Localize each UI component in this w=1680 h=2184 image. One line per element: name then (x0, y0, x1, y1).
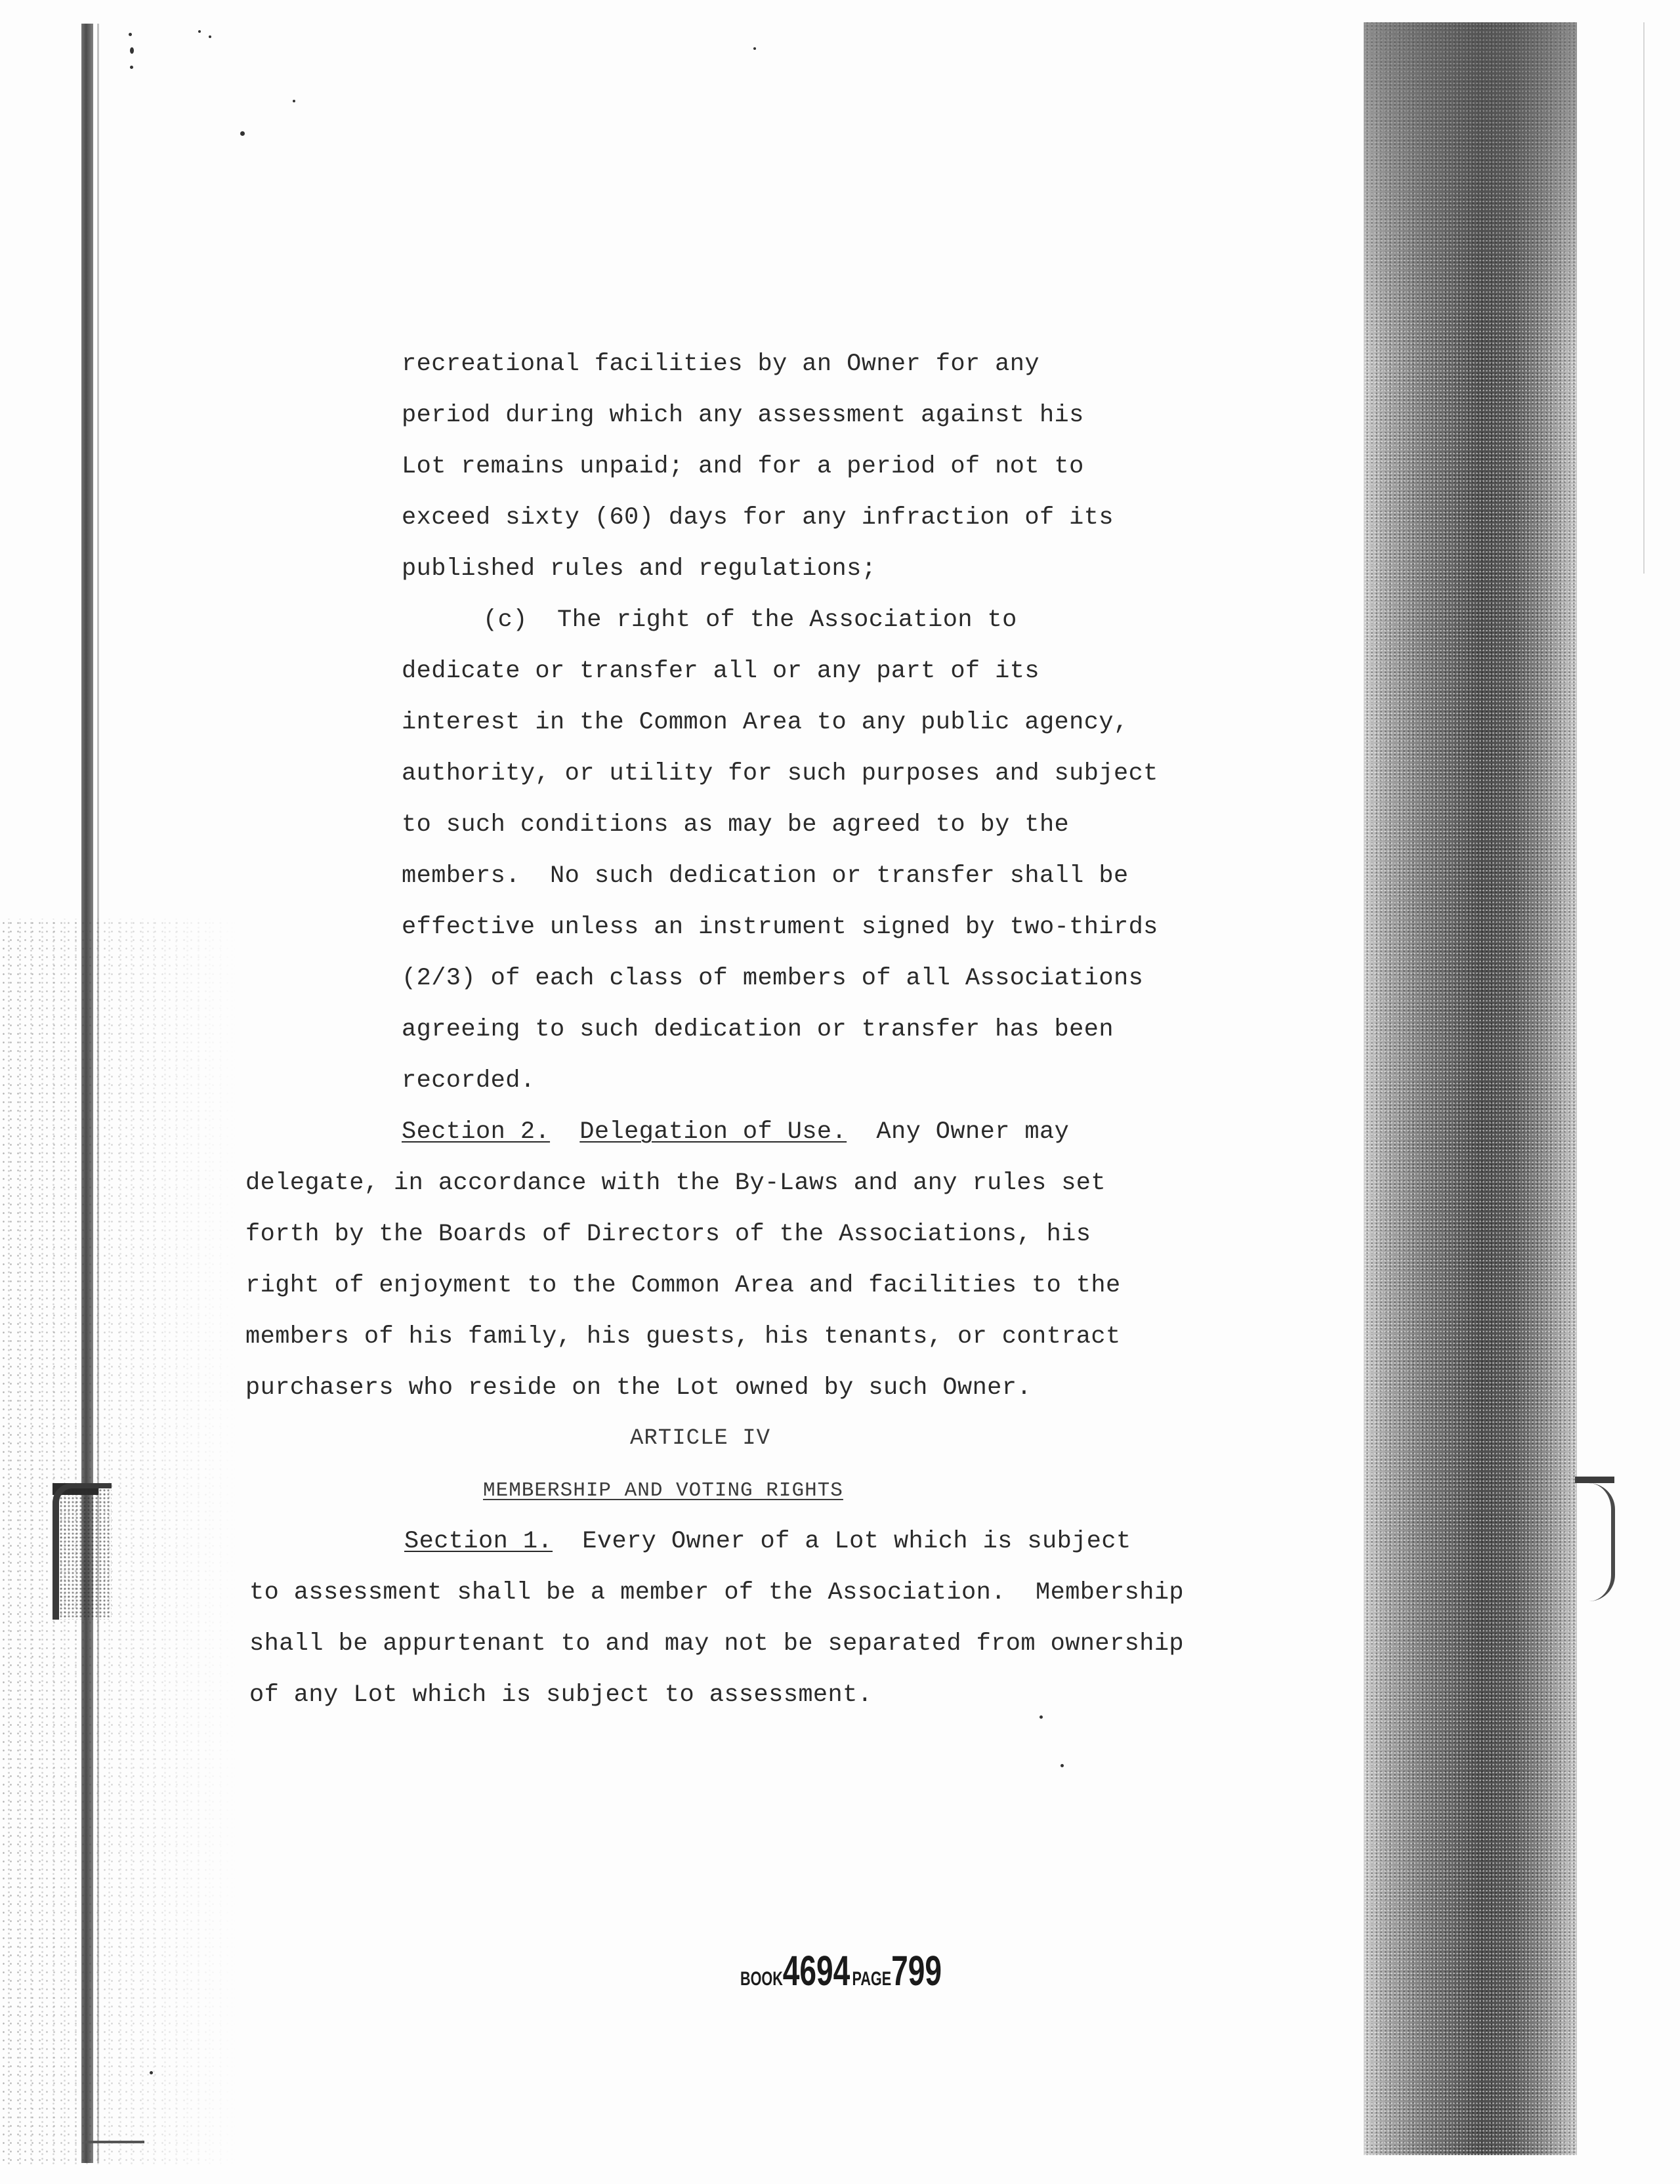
article-heading: ARTICLE IV (630, 1426, 771, 1451)
paragraph-c-label: (c) (483, 606, 528, 634)
book-page-stamp (740, 1946, 942, 1995)
text-line: forth by the Boards of Directors of the Associations, his (245, 1221, 1091, 1248)
text-line: interest in the Common Area to any public agency, (402, 709, 1129, 736)
section-2-label: Section 2. (402, 1118, 551, 1146)
book-number: 4694 (782, 1947, 850, 1994)
section-1-label: Section 1. (404, 1528, 553, 1555)
text-line: members of his family, his guests, his tenants, or contract (245, 1323, 1121, 1351)
book-label: BOOK (740, 1968, 783, 1990)
text-line: delegate, in accordance with the By-Laws and any rules set (245, 1169, 1106, 1197)
text-line: exceed sixty (60) days for any infraction of its (402, 504, 1114, 532)
text-line: purchasers who reside on the Lot owned by such Owner. (245, 1374, 1032, 1402)
section-1-first-line (404, 1526, 1131, 1557)
scan-speck (209, 35, 211, 38)
section-2-title: Delegation of Use. (579, 1118, 847, 1146)
text-line: period during which any assessment against his (402, 402, 1084, 429)
left-binder-clip (52, 1483, 112, 1620)
text-line: (2/3) of each class of members of all Associations (402, 965, 1144, 992)
left-scan-noise (0, 919, 236, 2166)
scan-speck (1060, 1764, 1064, 1767)
scan-speck (130, 66, 133, 69)
section-2-first-line (402, 1117, 1069, 1147)
scan-speck (150, 2071, 153, 2074)
text-line: Lot remains unpaid; and for a period of not to (402, 453, 1084, 480)
scan-speck (129, 33, 132, 36)
scan-speck (293, 100, 295, 102)
text-line: dedicate or transfer all or any part of its (402, 658, 1040, 685)
text-line: effective unless an instrument signed by two-thirds (402, 914, 1158, 941)
article-title: MEMBERSHIP AND VOTING RIGHTS (483, 1479, 843, 1502)
section-1-first-line-text: Every Owner of a Lot which is subject (582, 1528, 1131, 1555)
text-line: authority, or utility for such purposes and subject (402, 760, 1158, 788)
text-line: published rules and regulations; (402, 555, 877, 583)
right-scan-edge-line (1643, 22, 1645, 574)
text-line: to such conditions as may be agreed to by the (402, 811, 1070, 839)
section-2-first-line-text: Any Owner may (876, 1118, 1070, 1146)
text-line: of any Lot which is subject to assessment. (249, 1681, 873, 1709)
right-binder-clip (1572, 1483, 1615, 1601)
text-line: recreational facilities by an Owner for any (402, 350, 1040, 378)
bottom-scan-mark (85, 2141, 144, 2143)
scan-speck (753, 47, 756, 50)
text-line: agreeing to such dedication or transfer has been (402, 1016, 1114, 1043)
scan-speck (240, 131, 245, 136)
scan-speck (130, 47, 134, 54)
page-label: PAGE (852, 1968, 892, 1990)
scan-speck (198, 30, 201, 33)
scan-speck (1040, 1715, 1043, 1719)
paragraph-c-first-line (483, 605, 1017, 635)
text-line: right of enjoyment to the Common Area and facilities to the (245, 1272, 1121, 1299)
text-line: to assessment shall be a member of the Association. Membership (249, 1579, 1185, 1606)
page-number: 799 (891, 1947, 942, 1994)
text-line: members. No such dedication or transfer shall be (402, 862, 1129, 890)
text-line: shall be appurtenant to and may not be separated from ownership (249, 1630, 1185, 1658)
text-line: recorded. (402, 1067, 536, 1095)
paragraph-c-first-line-text: The right of the Association to (557, 606, 1017, 634)
right-binder-clip-bar (1575, 1477, 1614, 1483)
right-scan-shadow-band (1364, 22, 1577, 2155)
right-scan-shadow-top (1364, 22, 1577, 364)
